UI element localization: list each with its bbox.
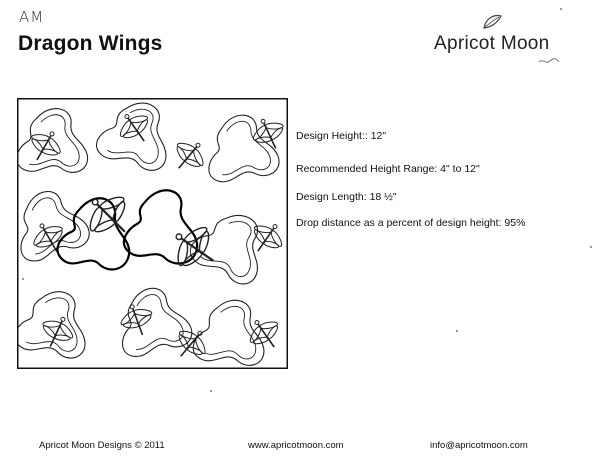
spec-label: Drop distance as a percent of design height:	[296, 217, 502, 229]
spec-value: 95%	[504, 217, 526, 229]
spec-label: Design Length:	[296, 191, 367, 203]
scan-speck	[210, 390, 212, 392]
apricot-leaf-icon	[480, 12, 504, 32]
scan-speck	[560, 8, 562, 10]
spec-label: Design Height:	[296, 130, 365, 142]
scan-speck	[22, 278, 24, 280]
footer-email-link[interactable]: info@apricotmoon.com	[430, 440, 528, 451]
spec-drop-distance	[296, 217, 525, 229]
spec-design-height	[296, 130, 386, 142]
footer-website-link[interactable]: www.apricotmoon.com	[248, 440, 344, 451]
handwritten-initials: AM	[19, 8, 45, 26]
spec-value: 18 ½"	[369, 191, 397, 203]
page-title: Dragon Wings	[18, 32, 163, 55]
logo-swirl-icon	[538, 56, 560, 66]
spec-label: Recommended Height Range:	[296, 163, 438, 175]
spec-value: 4" to 12"	[440, 163, 480, 175]
quilting-pattern-illustration	[17, 98, 288, 369]
footer-company: Apricot Moon Designs © 2011	[39, 440, 165, 451]
spec-design-length	[296, 191, 397, 203]
brand-logo-text: Apricot Moon	[434, 33, 550, 54]
scan-speck	[456, 330, 458, 332]
scan-speck	[590, 246, 592, 248]
spec-recommended-height-range	[296, 163, 480, 175]
spec-value: : 12"	[364, 130, 387, 142]
